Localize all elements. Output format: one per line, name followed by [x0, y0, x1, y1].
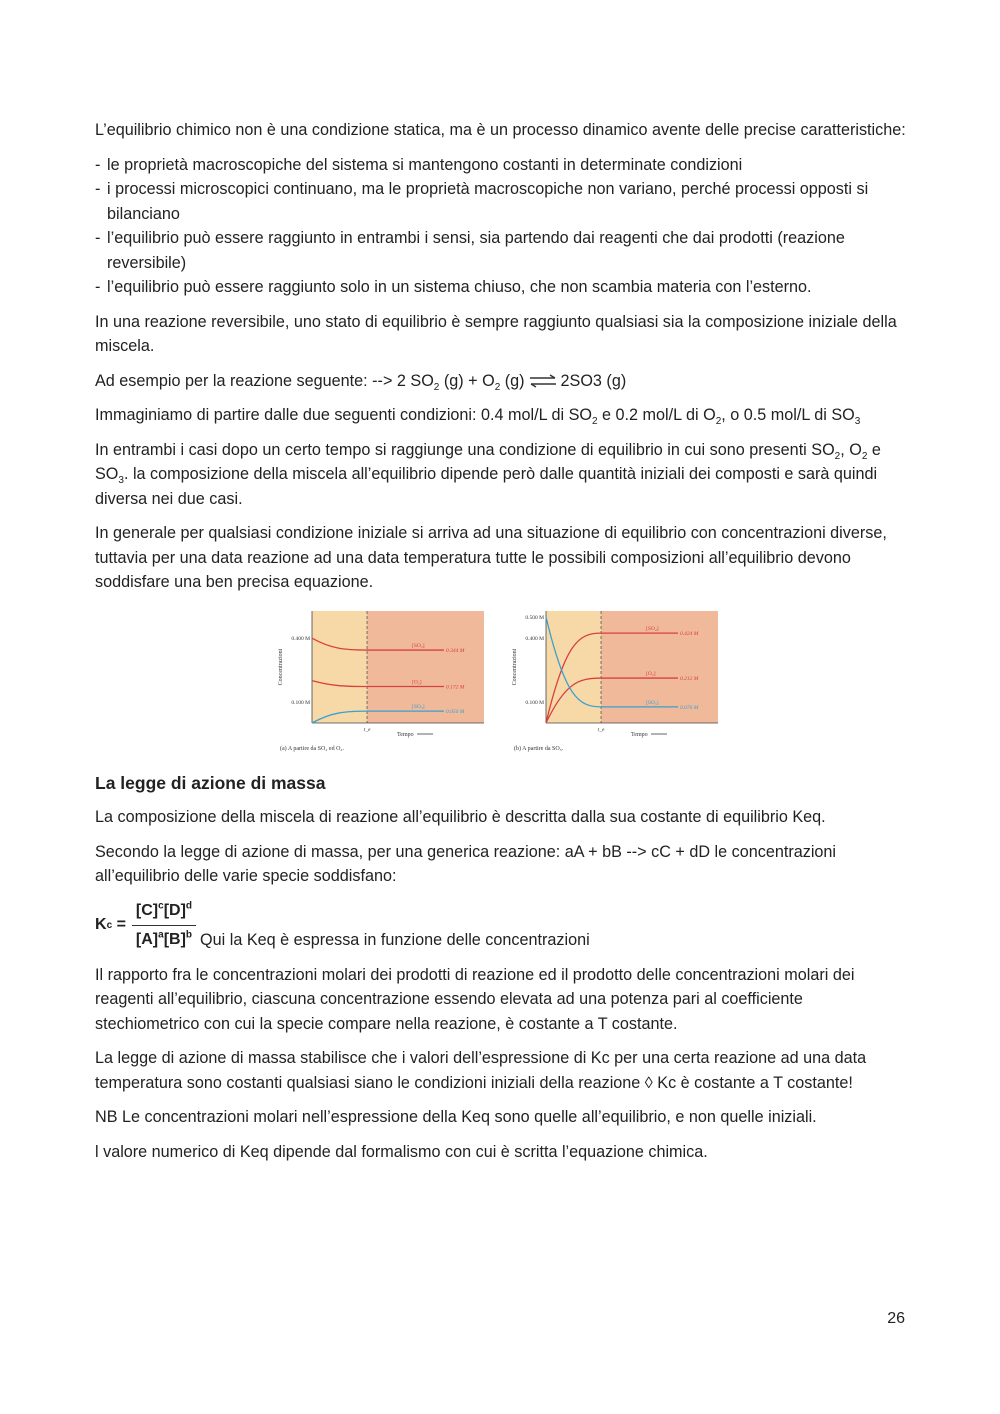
section-title: La legge di azione di massa — [95, 772, 326, 793]
series-end-label: 0.056 M — [446, 708, 465, 715]
chart-from-products — [508, 605, 728, 755]
characteristics-list — [95, 153, 907, 300]
nb-paragraph: NB Le concentrazioni molari nell’espressione della Keq sono quelle all’equilibrio, e non quelle iniziali. — [95, 1108, 817, 1126]
both-cases-paragraph: In entrambi i casi dopo un certo tempo si raggiunge una condizione di equilibrio in cui sono presenti $SO_2$, $O_2$ e $SO_3$. la composizione della miscela all’equilibrio dipende però dalle quantità iniziali dei composti e sarà quindi diversa nei due casi. — [95, 440, 881, 508]
chart-from-reagents — [274, 605, 494, 755]
mass-law-paragraph: Secondo la legge di azione di massa, per una generica reazione: aA + bB --> cC + dD le concentrazioni all’equilibrio delle varie specie soddisfano: — [95, 842, 837, 885]
list-item: - l’equilibrio può essere raggiunto in entrambi i sensi, sia partendo dai reagenti che dai prodotti (reazione reversibile) — [95, 226, 907, 275]
series-label: [SO₃] — [412, 703, 425, 710]
series-end-label: 0.344 M — [446, 647, 465, 654]
x-axis-label: Tempo — [397, 731, 414, 738]
mass-law-statement: La legge di azione di massa stabilisce che i valori dell’espressione di Kc per una certa reazione ad una data temperatura sono costanti qualsiasi siano le condizioni iniziali della reazione ◊ Kc è costante a T costante! — [95, 1049, 867, 1092]
list-item: - i processi microscopici continuano, ma le proprietà macroscopiche non variano, perché processi opposti si bilanciano — [95, 177, 907, 226]
ratio-paragraph: Il rapporto fra le concentrazioni molari dei prodotti di reazione ed il prodotto delle concentrazioni molari dei reagenti all’equilibrio, ciascuna concentrazione essendo elevata ad una potenza pari al coefficiente stechiometrico con cui la specie compare nella reazione, è costante a T costante. — [95, 965, 855, 1033]
y-tick-label: 0.400 M — [525, 635, 544, 642]
equilibrium-time-label: t_e — [597, 726, 605, 733]
y-tick-label: 0.500 M — [525, 614, 544, 621]
series-end-label: 0.424 M — [680, 630, 699, 637]
document-body — [95, 118, 907, 1174]
y-tick-label: 0.400 M — [291, 635, 310, 642]
series-label: [SO₂] — [412, 642, 425, 649]
conditions-paragraph: Immaginiamo di partire dalle due seguenti condizioni: 0.4 mol/L di $SO_2$ e 0.2 mol/L di $O_2$, o 0.5 mol/L di $SO_3$ — [95, 406, 861, 428]
plot-bg-left — [312, 611, 367, 723]
y-tick-label: 0.100 M — [291, 699, 310, 706]
equilibrium-figure — [95, 605, 907, 755]
value-paragraph: l valore numerico di Keq dipende dal formalismo con cui è scritta l’equazione chimica. — [95, 1142, 708, 1161]
equilibrium-arrow-icon — [528, 374, 558, 388]
series-end-label: 0.212 M — [680, 675, 699, 682]
reversible-paragraph: In una reazione reversibile, uno stato di equilibrio è sempre raggiunto qualsiasi sia la composizione iniziale della miscela. — [95, 312, 897, 355]
series-label: [O₂] — [646, 670, 656, 677]
y-axis-label: Concentrazioni — [278, 648, 284, 685]
keq-paragraph: La composizione della miscela di reazione all’equilibrio è descritta dalla sua costante di equilibrio Keq. — [95, 808, 826, 826]
general-paragraph: In generale per qualsiasi condizione iniziale si arriva ad una situazione di equilibrio con concentrazioni diverse, tuttavia per una data reazione ad una data temperatura tutte le possibili composizioni all’equilibrio devono soddisfare una ben precisa equazione. — [95, 524, 887, 591]
plot-bg-right — [367, 611, 484, 723]
chart-caption: (b) A partire da SO₃. — [514, 745, 564, 752]
list-item: - le proprietà macroscopiche del sistema si mantengono costanti in determinate condizioni — [95, 153, 907, 178]
kc-formula: K c = $\frac{[C]^c[D]^d}{[A]^a[B]^b}$ — [95, 899, 196, 953]
series-end-label: 0.076 M — [680, 704, 699, 711]
intro-paragraph: L’equilibrio chimico non è una condizione statica, ma è un processo dinamico avente delle precise caratteristiche: — [95, 121, 906, 139]
series-label: [SO₃] — [646, 699, 659, 706]
plot-bg-right — [601, 611, 718, 723]
y-tick-label: 0.100 M — [525, 699, 544, 706]
kc-formula-row — [95, 899, 907, 953]
y-axis-label: Concentrazioni — [512, 648, 518, 685]
list-item: - l’equilibrio può essere raggiunto solo in un sistema chiuso, che non scambia materia con l’esterno. — [95, 275, 907, 300]
x-axis-label: Tempo — [631, 731, 648, 738]
page-number: 26 — [887, 1310, 905, 1327]
series-label: [O₂] — [412, 679, 422, 686]
formula-caption: Qui la Keq è espressa in funzione delle concentrazioni — [200, 931, 590, 949]
example-reaction: Ad esempio per la reazione seguente: --> 2 $SO_2$ $(g) + O_2$ (g) 2SO3 (g) — [95, 371, 627, 393]
series-end-label: 0.172 M — [446, 684, 465, 691]
equilibrium-time-label: t_e — [363, 726, 371, 733]
chart-caption: (a) A partire da SO₂ ed O₂. — [280, 745, 344, 752]
series-label: [SO₂] — [646, 625, 659, 632]
